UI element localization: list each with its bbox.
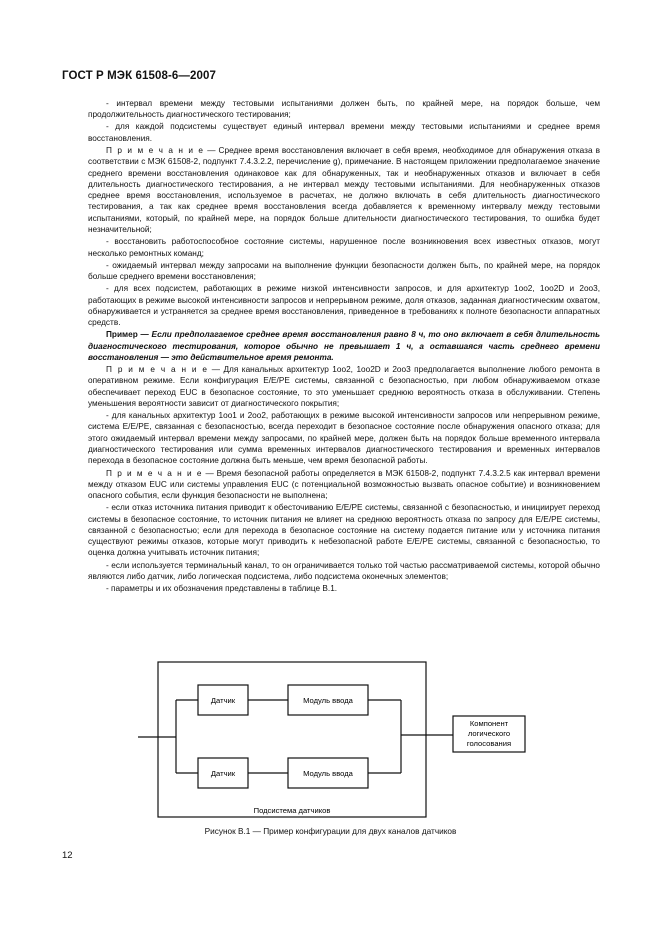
example-text: — Если предполагаемое среднее время восстановления равно 8 ч, то оно включает в себя длительность диагностического тестирования, которое обычно не превышает 1 ч, а оставшаяся часть среднего времени восстановления — это действительное время ремонта. — [88, 330, 600, 362]
list-item: - восстановить работоспособное состояние системы, нарушенное после возникновения всех известных отказов, могут несколько ремонтных команд; — [88, 237, 600, 258]
sensor-1-label: Датчик — [210, 696, 236, 705]
list-item: - если отказ источника питания приводит к обесточиванию E/E/PE системы, связанной с безопасностью, и инициирует переход системы в безопасное состояние, то источник питания не влияет на среднюю вероятность отказа по запросу для E/E/PE системы, связанной с безопасностью; если для перехода в безопасное состояние на систему подается питание или у источника питания существуют режимы отказов, которые могут приводить к небезопасной работе E/E/PE системы, связанной с безопасностью, то оценка должна учитывать источник питания; — [88, 503, 600, 558]
note-paragraph — [88, 468, 600, 502]
note-text: — Среднее время восстановления включает в себя время, необходимое для обнаружения отказа в соответствии с МЭК 61508-2, подпункт 7.4.3.2.2, перечисление g), примечание. В настоящем приложении предполагаемое значение среднего времени восстановления одинаковое как для обнаруженных, так и необнаруженных отказов и включает в себя длительность диагностического тестирования, а не интервал между тестовыми испытаниями. Для необнаруженных отказов среднее время восстановления, используемое в расчетах, не должно включать в себя длительность диагностического тестирования, а так как среднее время восстановления всегда добавляется к временному интервалу между тестовыми испытаниями, который, по крайней мере, на порядок больше длительности диагностического тестирования, то ошибка будет незначительной; — [88, 145, 600, 235]
logic-component-label-line2: логического — [467, 729, 511, 738]
figure-caption: Рисунок В.1 — Пример конфигурации для двух каналов датчиков — [204, 827, 457, 836]
input-module-2-label: Модуль ввода — [303, 769, 353, 778]
list-item: - интервал времени между тестовыми испытаниями должен быть, по крайней мере, на порядок больше, чем продолжительность диагностического тестирования; — [88, 99, 600, 120]
input-module-1-label: Модуль ввода — [303, 696, 353, 705]
page-number: 12 — [62, 850, 73, 861]
sensor-2-label: Датчик — [210, 769, 236, 778]
example-label: Пример — [106, 330, 138, 340]
note-label: П р и м е ч а н и е — [106, 145, 205, 155]
note-text: — Для канальных архитектур 1oo2, 1oo2D и 2oo3 предполагается выполнение любого ремонта в оперативном режиме. Если конфигурация E/E/PE системы, связанной с безопасностью, при любом обнаруживаемом отказе обеспечивает переход EUC в безопасное состояние, то это уменьшает среднюю вероятность отказа в обслуживании. Степень уменьшения вероятности зависит от диагностического покрытия; — [88, 365, 600, 408]
list-item: - параметры и их обозначения представлены в таблице В.1. — [106, 584, 338, 594]
note-label: П р и м е ч а н и е — [106, 365, 209, 375]
note-text: — Время безопасной работы определяется в МЭК 61508-2, подпункт 7.4.3.2.5 как интервал времени между отказом EUC или системы управления EUC (с потенциальной возможностью вызвать опасное событие) и возникновением опасного события, если функция безопасности не выполнена; — [88, 468, 600, 501]
note-label: П р и м е ч а н и е — [106, 468, 203, 478]
example-paragraph — [88, 329, 600, 363]
note-paragraph — [88, 364, 600, 409]
list-item: - если используется терминальный канал, то он ограничивается только той частью рассматриваемой системы, которой обычно являются либо датчик, либо логическая подсистема, либо подсистема оконечных элементов; — [88, 560, 600, 581]
list-item: - для каждой подсистемы существует единый интервал времени между тестовыми испытаниями и среднее время восстановления. — [88, 122, 600, 143]
logic-component-label-line3: голосования — [466, 739, 512, 748]
logic-component-label-line1: Компонент — [469, 719, 509, 728]
document-header: ГОСТ Р МЭК 61508-6—2007 — [62, 70, 216, 82]
note-paragraph — [88, 145, 600, 235]
sensor-configuration-diagram — [138, 660, 528, 820]
list-item: - для всех подсистем, работающих в режиме низкой интенсивности запросов, и для архитектур 1oo2, 1oo2D и 2oo3, работающих в режиме высокой интенсивности запросов и непрерывном режиме, доля отказов, заданная диагностическим охватом, обнаруживается и устраняется за среднее время восстановления, приведенное в требованиях к полноте безопасности аппаратных средств. — [88, 284, 600, 328]
list-item: - ожидаемый интервал между запросами на выполнение функции безопасности должен быть, по крайней мере, на порядок больше среднего времени восстановления; — [88, 260, 600, 282]
body-text — [88, 98, 600, 595]
list-item: - для канальных архитектур 1oo1 и 2oo2, работающих в режиме высокой интенсивности запросов или непрерывном режиме, система E/E/PE, связанная с безопасностью, всегда переходит в безопасное состояние после обнаружения опасного отказа; для этого ожидаемый интервал времени между запросами, по крайней мере, должен быть на порядок больше временного интервала диагностического тестирования или сумма временных интервалов диагностического тестирования и временных интервалов перехода в безопасное состояние должна быть меньше, чем время безопасной работы. — [88, 411, 600, 466]
subsystem-label: Подсистема датчиков — [253, 806, 331, 815]
